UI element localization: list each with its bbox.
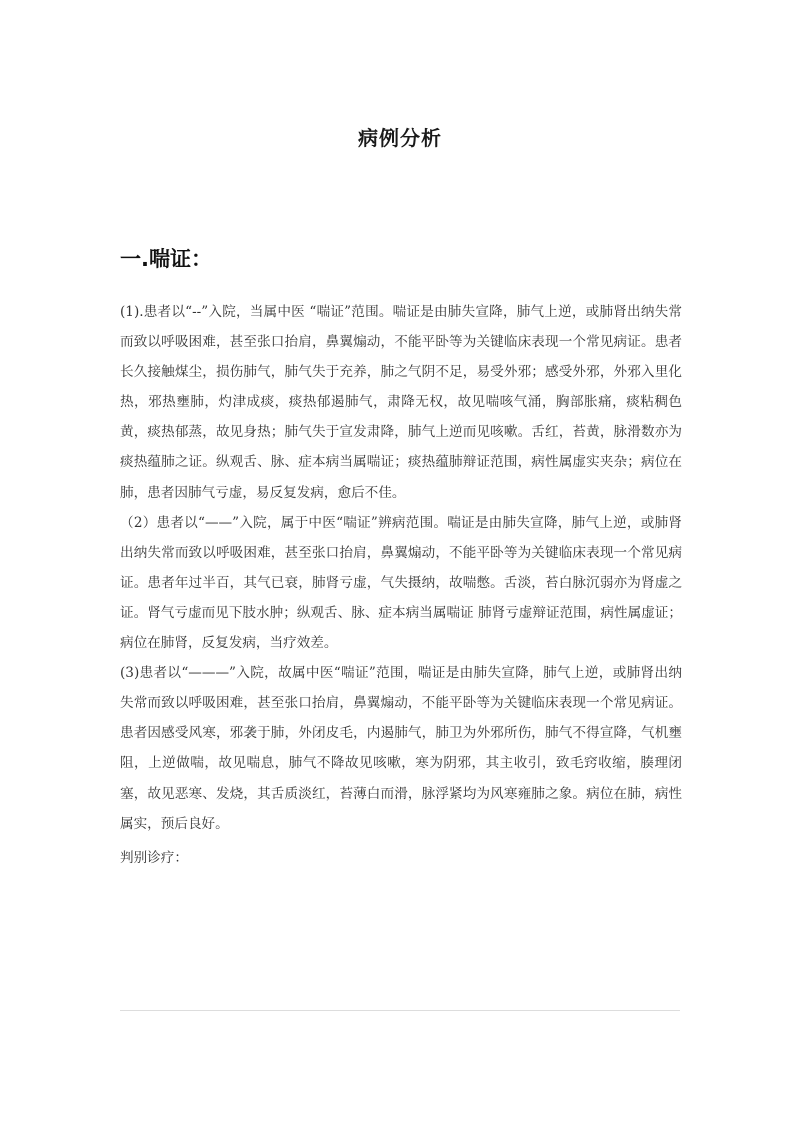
section-heading: 一.喘证： — [120, 247, 212, 271]
paragraph-case-2: （2）患者以“——”入院，属于中医“喘证”辨病范围。喘证是由肺失宣降，肺气上逆，或肺肾出纳失常而致以呼吸困难，甚至张口抬肩，鼻翼煽动，不能平卧等为关键临床表现一个常见病证。患者年过半百，其气已衰，肺肾亏虚，气失摄纳，故喘憋。舌淡，苔白脉沉弱亦为肾虚之证。肾气亏虚而见下肢水肿；纵观舌、脉、症本病当属喘证 肺肾亏虚辩证范围，病性属虚证；病位在肺肾，反复发病，当疗效差。 — [120, 514, 682, 652]
document-body — [120, 297, 682, 873]
divider-line — [120, 1010, 680, 1011]
paragraph-case-1: (1).患者以“--”入院，当属中医 “喘证”范围。喘证是由肺失宣降，肺气上逆，或肺肾出纳失常而致以呼吸困难，甚至张口抬肩，鼻翼煽动，不能平卧等为关键临床表现一个常见病证。患者长久接触煤尘，损伤肺气，肺气失于充养，肺之气阴不足，易受外邪；感受外邪，外邪入里化热，邪热壅肺，灼津成痰，痰热郁遏肺气，肃降无权，故见喘咳气涌，胸部胀痛，痰粘稠色黄，痰热郁蒸，故见身热；肺气失于宣发肃降，肺气上逆而见咳嗽。舌红，苔黄，脉滑数亦为痰热蕴肺之证。纵观舌、脉、症本病当属喘证；痰热蕴肺辩证范围，病性属虚实夹杂；病位在肺，患者因肺气亏虚，易反复发病，愈后不佳。 — [120, 304, 682, 501]
diagnosis-label: 判别诊疗： — [120, 849, 188, 866]
document-title: 病例分析 — [358, 126, 442, 150]
paragraph-case-3: (3)患者以“———”入院，故属中医“喘证”范围，喘证是由肺失宣降，肺气上逆，或肺肾出纳失常而致以呼吸困难，甚至张口抬肩，鼻翼煽动，不能平卧等为关键临床表现一个常见病证。患者因感受风寒，邪袭于肺，外闭皮毛，内遏肺气，肺卫为外邪所伤，肺气不得宣降，气机壅阻，上逆做喘，故见喘息，肺气不降故见咳嗽，寒为阴邪，其主收引，致毛窍收缩，腠理闭塞，故见恶寒、发烧，其舌质淡红，苔薄白而滑，脉浮紧均为风寒雍肺之象。病位在肺，病性属实，预后良好。 — [120, 665, 682, 832]
